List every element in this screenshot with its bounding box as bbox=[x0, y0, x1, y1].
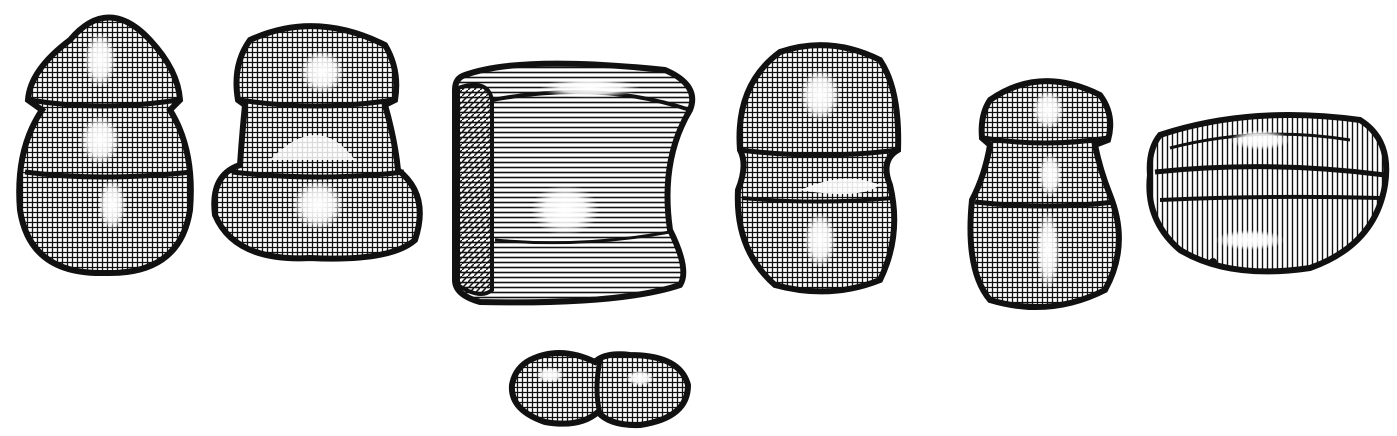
double-knob-stone bbox=[214, 26, 420, 258]
block-stone-with-groove bbox=[455, 64, 692, 303]
acorn-shaped-stone bbox=[19, 18, 192, 274]
tall-grooved-stone bbox=[970, 81, 1118, 307]
oval-grooved-stone bbox=[1149, 115, 1386, 271]
rounded-waisted-stone bbox=[738, 45, 898, 291]
small-double-bead-stone bbox=[512, 353, 688, 425]
